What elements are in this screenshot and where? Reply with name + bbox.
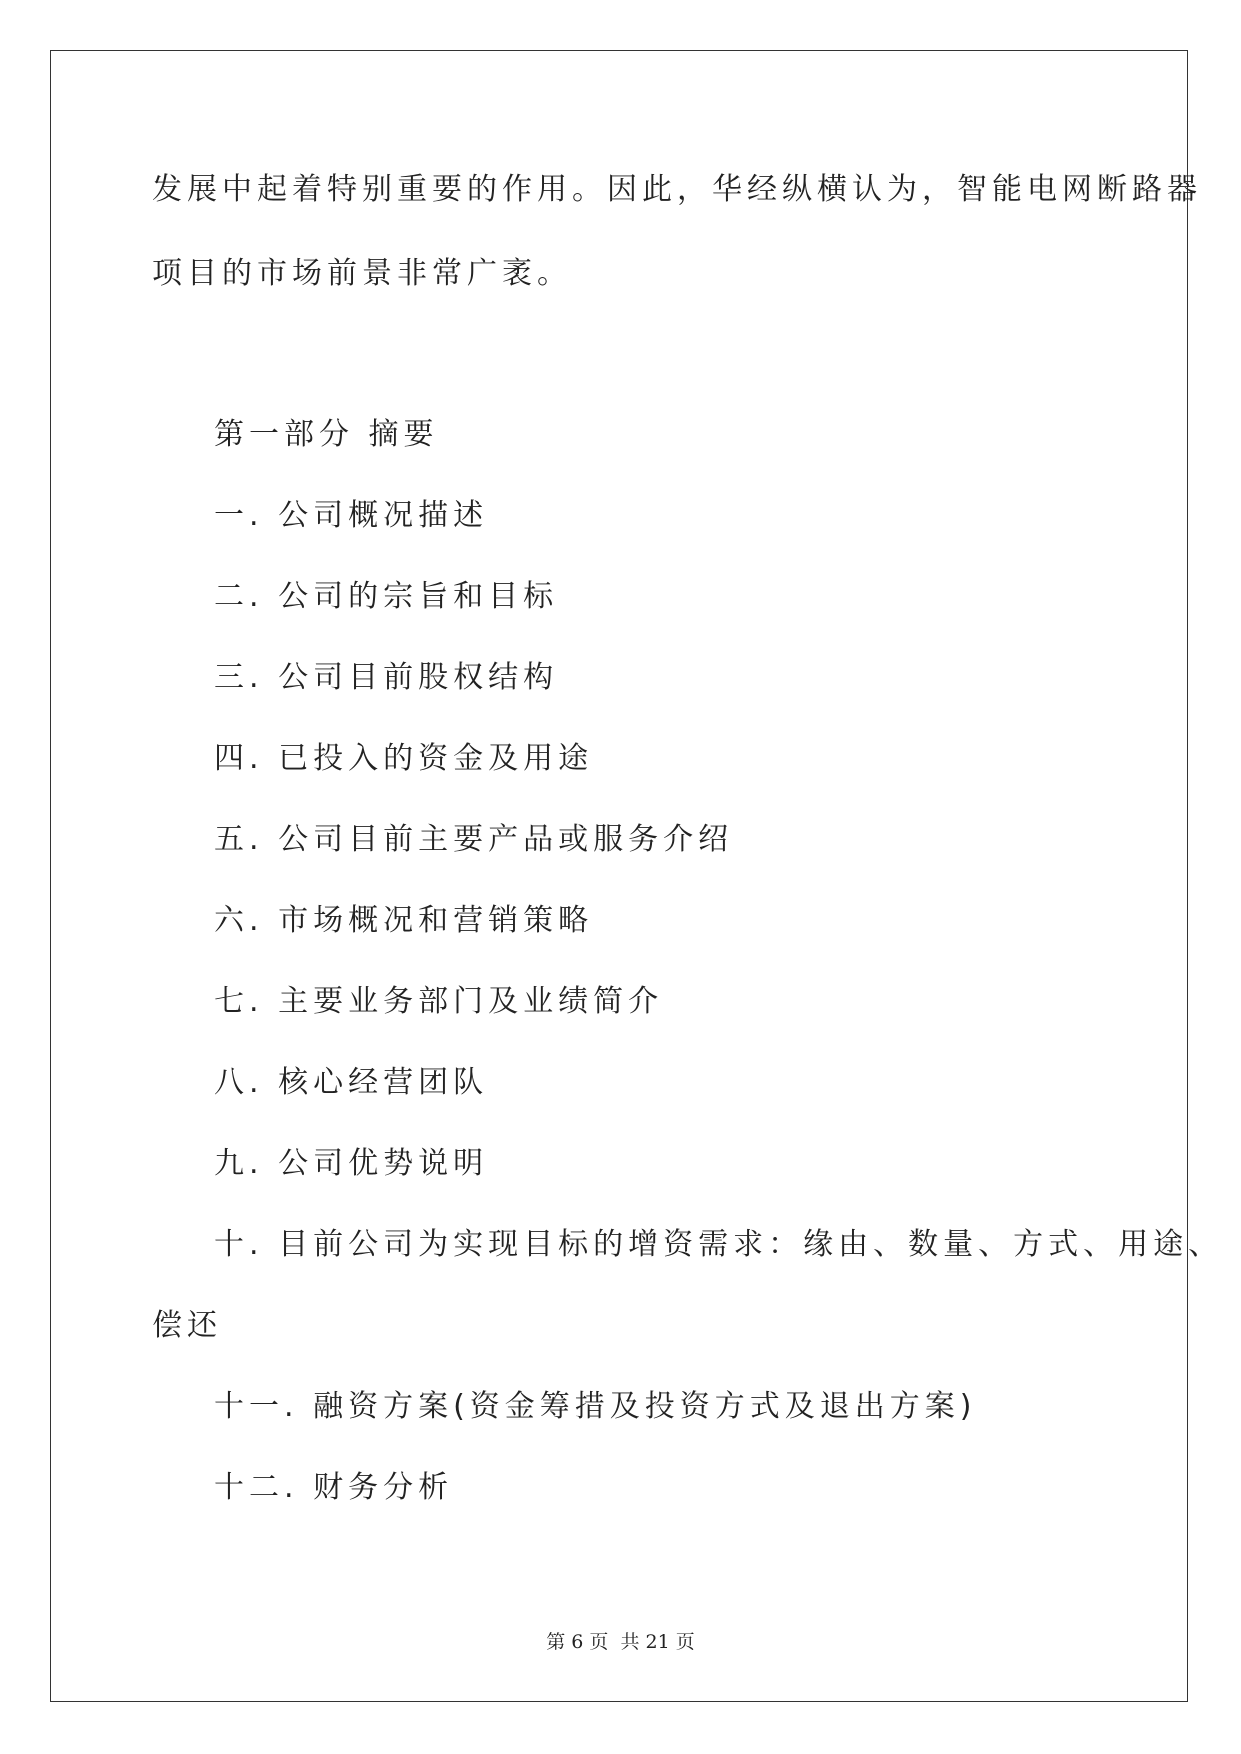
section-title: 第一部分 摘要 — [214, 417, 439, 452]
page-number-footer: 第 6 页 共 21 页 — [546, 1631, 695, 1653]
toc-item-7: 七. 主要业务部门及业绩简介 — [214, 984, 664, 1019]
toc-item-12: 十二. 财务分析 — [214, 1470, 454, 1505]
toc-item-6: 六. 市场概况和营销策略 — [214, 903, 594, 938]
toc-item-5: 五. 公司目前主要产品或服务介绍 — [214, 822, 734, 857]
toc-item-2: 二. 公司的宗旨和目标 — [214, 579, 559, 614]
toc-item-3: 三. 公司目前股权结构 — [214, 660, 559, 695]
toc-item-11: 十一. 融资方案(资金筹措及投资方式及退出方案) — [214, 1389, 977, 1424]
page-border — [50, 50, 1188, 1702]
toc-item-9: 九. 公司优势说明 — [214, 1146, 489, 1181]
body-text-line-2: 项目的市场前景非常广袤。 — [152, 256, 572, 291]
toc-item-4: 四. 已投入的资金及用途 — [214, 741, 594, 776]
toc-item-10-continuation: 偿还 — [152, 1308, 222, 1343]
toc-item-10: 十. 目前公司为实现目标的增资需求：缘由、数量、方式、用途、 — [214, 1227, 1224, 1262]
toc-item-8: 八. 核心经营团队 — [214, 1065, 489, 1100]
toc-item-1: 一. 公司概况描述 — [214, 498, 489, 533]
body-text-line-1: 发展中起着特别重要的作用。因此，华经纵横认为，智能电网断路器 — [152, 172, 1202, 207]
